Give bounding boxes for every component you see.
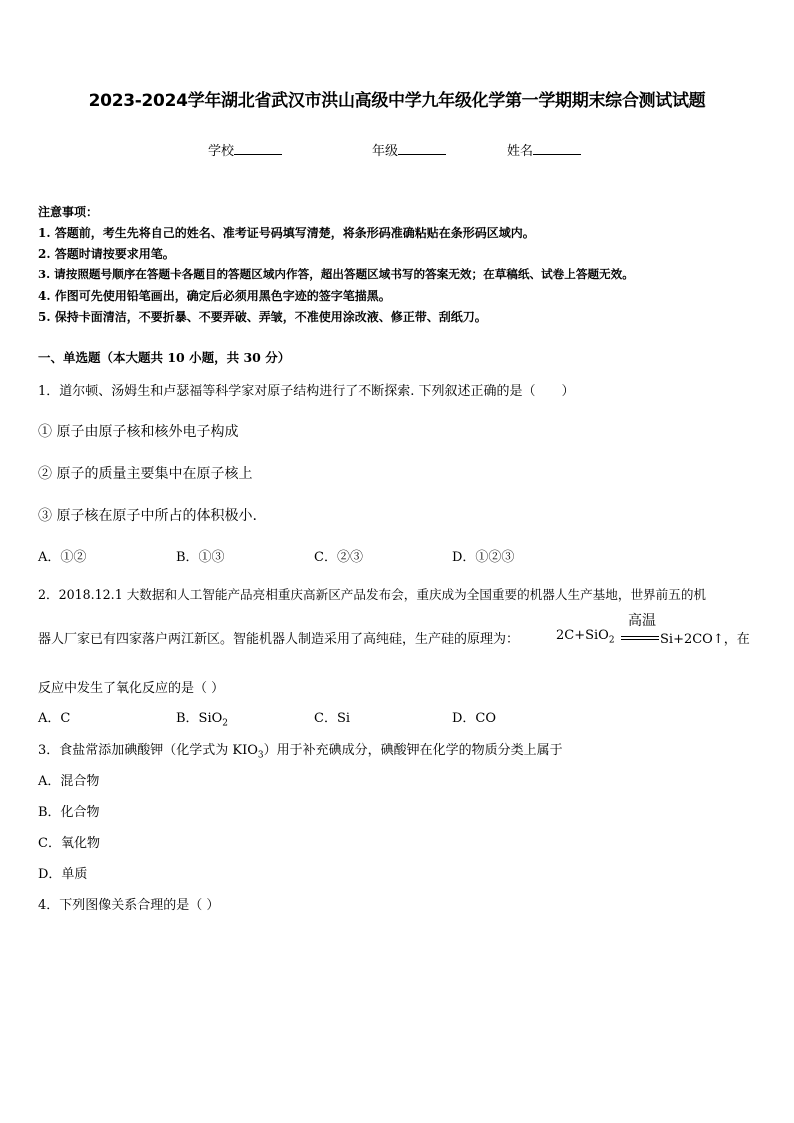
question-3-stem	[38, 739, 563, 761]
question-1-statement: ③ 原子核在原子中所占的体积极小.	[38, 508, 257, 524]
question-1-statement: ② 原子的质量主要集中在原子核上	[38, 466, 253, 482]
question-1-option-b[interactable]: B．①③	[176, 550, 225, 565]
question-3-option-a[interactable]: A．混合物	[38, 774, 100, 789]
question-3-option-d[interactable]: D．单质	[38, 867, 88, 882]
note-item: 4. 作图可先使用铅笔画出，确定后必须用黑色字迹的签字笔描黑。	[38, 289, 391, 303]
question-1-stem: 1．道尔顿、汤姆生和卢瑟福等科学家对原子结构进行了不断探索. 下列叙述正确的是（ ）	[38, 384, 575, 399]
equation-line-top	[621, 636, 659, 637]
formula-left-text: 2C+SiO	[556, 628, 609, 643]
name-field	[507, 140, 581, 159]
question-3-option-b[interactable]: B．化合物	[38, 805, 100, 820]
question-1-statement: ① 原子由原子核和核外电子构成	[38, 424, 239, 440]
note-item: 1. 答题前，考生先将自己的姓名、准考证号码填写清楚，将条形码准确粘贴在条形码区域内。	[38, 226, 535, 240]
note-item: 2. 答题时请按要求用笔。	[38, 247, 175, 261]
question-3-option-c[interactable]: C．氧化物	[38, 836, 100, 851]
notes-heading: 注意事项：	[38, 205, 99, 219]
question-2-line-3: 反应中发生了氧化反应的是（ ）	[38, 681, 225, 696]
question-1-option-c[interactable]: C．②③	[314, 550, 363, 565]
formula-left-subscript: 2	[608, 635, 615, 646]
reaction-formula-right: Si+2CO↑，在	[660, 632, 750, 647]
question-4-stem: 4．下列图像关系合理的是（ ）	[38, 898, 220, 913]
question-2-line-2: 器人厂家已有四家落户两江新区。智能机器人制造采用了高纯硅，生产硅的原理为：	[38, 632, 520, 647]
school-blank	[234, 142, 282, 155]
option-b-text: B．SiO	[176, 711, 223, 726]
question-3-stem-a: 3．食盐常添加碘酸钾（化学式为 KIO	[38, 743, 258, 758]
question-3-stem-b: ）用于补充碘成分，碘酸钾在化学的物质分类上属于	[263, 743, 563, 758]
question-2-option-d[interactable]: D．CO	[452, 711, 497, 726]
question-3-subscript: 3	[257, 750, 264, 761]
grade-field	[372, 140, 446, 159]
question-1-option-a[interactable]: A．①②	[38, 550, 87, 565]
option-b-subscript: 2	[222, 718, 229, 729]
question-2-option-b[interactable]	[176, 707, 228, 729]
page-title: 2023-2024学年湖北省武汉市洪山高级中学九年级化学第一学期期末综合测试试题	[88, 91, 706, 111]
equation-line-bottom	[621, 639, 659, 640]
name-label: 姓名	[507, 144, 534, 159]
grade-label: 年级	[372, 144, 399, 159]
school-label: 学校	[208, 144, 235, 159]
reaction-condition: 高温	[628, 613, 656, 629]
note-item: 5. 保持卡面清洁，不要折暴、不要弄破、弄皱，不准使用涂改液、修正带、刮纸刀。	[38, 310, 487, 324]
section-heading: 一、单选题（本大题共 10 小题，共 30 分）	[38, 350, 291, 365]
note-item: 3. 请按照题号顺序在答题卡各题目的答题区域内作答，超出答题区域书写的答案无效；在草稿纸、试卷上答题无效。	[38, 267, 634, 281]
question-2-option-a[interactable]: A．C	[38, 711, 71, 726]
grade-blank	[398, 142, 446, 155]
reaction-formula-left	[556, 628, 615, 646]
question-2-option-c[interactable]: C．Si	[314, 711, 351, 726]
question-1-option-d[interactable]: D．①②③	[452, 550, 515, 565]
question-2-line-1: 2．2018.12.1 大数据和人工智能产品亮相重庆高新区产品发布会，重庆成为全国重要的机器人生产基地，世界前五的机	[38, 587, 707, 602]
name-blank	[533, 142, 581, 155]
school-field	[208, 140, 282, 159]
